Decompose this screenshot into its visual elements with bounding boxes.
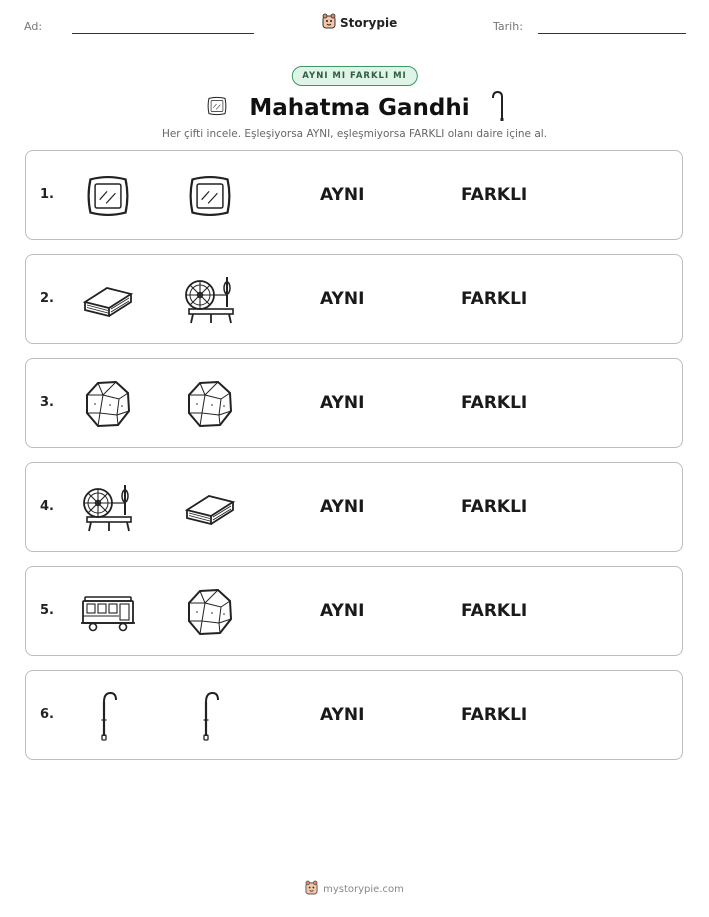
question-number: 4. xyxy=(40,499,54,514)
book-icon xyxy=(81,274,135,326)
mirror-icon xyxy=(81,170,135,222)
mirror-icon xyxy=(183,170,237,222)
train-car-icon xyxy=(81,586,135,638)
same-option[interactable]: AYNI xyxy=(320,289,365,309)
different-option[interactable]: FARKLI xyxy=(461,705,528,725)
question-row xyxy=(25,566,683,656)
date-field-line[interactable] xyxy=(538,33,686,34)
question-number: 5. xyxy=(40,603,54,618)
rock-icon xyxy=(183,586,237,638)
page-title: Mahatma Gandhi xyxy=(249,95,470,121)
question-number: 6. xyxy=(40,707,54,722)
question-row xyxy=(25,670,683,760)
footer-link[interactable]: mystorypie.com xyxy=(323,883,404,895)
different-option[interactable]: FARKLI xyxy=(461,497,528,517)
title-row xyxy=(0,90,709,126)
worksheet-type-badge: AYNI MI FARKLI MI xyxy=(291,66,417,86)
spinning-wheel-icon xyxy=(183,274,237,326)
question-number: 2. xyxy=(40,291,54,306)
brand-name: Storypie xyxy=(340,16,398,30)
question-row xyxy=(25,462,683,552)
same-option[interactable]: AYNI xyxy=(320,393,365,413)
walking-cane-icon xyxy=(490,90,504,126)
mascot-icon xyxy=(322,13,336,33)
same-option[interactable]: AYNI xyxy=(320,185,365,205)
same-option[interactable]: AYNI xyxy=(320,601,365,621)
question-row xyxy=(25,254,683,344)
different-option[interactable]: FARKLI xyxy=(461,289,528,309)
question-row xyxy=(25,358,683,448)
mirror-icon xyxy=(205,95,229,121)
same-option[interactable]: AYNI xyxy=(320,705,365,725)
walking-cane-icon xyxy=(81,690,135,742)
same-option[interactable]: AYNI xyxy=(320,497,365,517)
date-label: Tarih: xyxy=(493,20,523,33)
walking-cane-icon xyxy=(183,690,237,742)
question-row xyxy=(25,150,683,240)
question-number: 3. xyxy=(40,395,54,410)
spinning-wheel-icon xyxy=(81,482,135,534)
rock-icon xyxy=(81,378,135,430)
name-field-line[interactable] xyxy=(72,33,254,34)
different-option[interactable]: FARKLI xyxy=(461,185,528,205)
book-icon xyxy=(183,482,237,534)
rock-icon xyxy=(183,378,237,430)
question-number: 1. xyxy=(40,187,54,202)
instructions-text: Her çifti incele. Eşleşiyorsa AYNI, eşleşmiyorsa FARKLI olanı daire içine al. xyxy=(161,128,548,140)
footer xyxy=(0,880,709,898)
name-label: Ad: xyxy=(24,20,43,33)
different-option[interactable]: FARKLI xyxy=(461,601,528,621)
different-option[interactable]: FARKLI xyxy=(461,393,528,413)
mascot-icon xyxy=(305,880,318,898)
brand-logo xyxy=(322,13,397,33)
